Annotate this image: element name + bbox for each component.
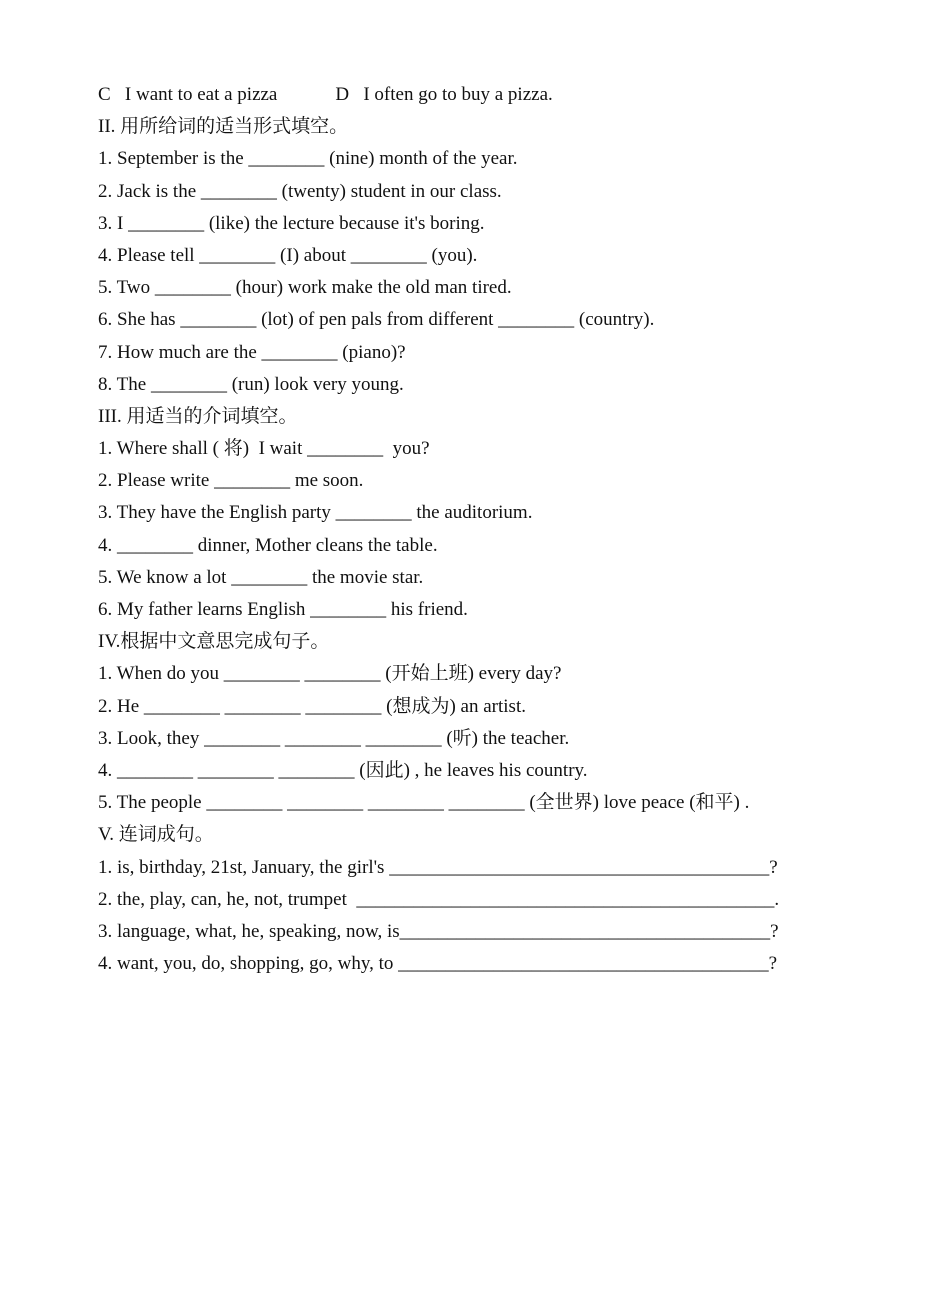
option-d: D I often go to buy a pizza. xyxy=(335,84,553,105)
part-ii-item: 8. The ________ (run) look very young. xyxy=(98,373,404,395)
part-iii-item: 5. We know a lot ________ the movie star. xyxy=(98,566,424,588)
part-v-item: 3. language, what, he, speaking, now, is_______________________________________? xyxy=(98,920,779,942)
part-iii-item: 2. Please write ________ me soon. xyxy=(98,470,364,492)
part-iii-heading: III. 用适当的介词填空。 xyxy=(98,405,298,427)
part-i-options-row xyxy=(98,79,858,111)
part-iv-item: 3. Look, they ________ ________ ________ (听) the teacher. xyxy=(98,727,570,749)
part-v-heading: V. 连词成句。 xyxy=(98,824,214,846)
part-ii-item: 3. I ________ (like) the lecture because it's boring. xyxy=(98,212,485,234)
part-v-item: 4. want, you, do, shopping, go, why, to _______________________________________? xyxy=(98,953,778,975)
part-ii-item: 4. Please tell ________ (I) about ________ (you). xyxy=(98,244,478,266)
part-iii-item: 4. ________ dinner, Mother cleans the table. xyxy=(98,534,438,556)
part-iii-item: 6. My father learns English ________ his friend. xyxy=(98,599,468,620)
part-v-item: 2. the, play, can, he, not, trumpet ____________________________________________. xyxy=(98,888,780,910)
part-v-item: 1. is, birthday, 21st, January, the girl's ________________________________________? xyxy=(98,856,778,878)
part-iv-heading: IV.根据中文意思完成句子。 xyxy=(98,631,330,653)
part-ii-heading: II. 用所给词的适当形式填空。 xyxy=(98,116,349,138)
part-ii-item: 2. Jack is the ________ (twenty) student in our class. xyxy=(98,180,502,202)
part-iii-item: 3. They have the English party ________ the auditorium. xyxy=(98,502,533,524)
worksheet-page xyxy=(98,79,858,980)
part-ii-item: 5. Two ________ (hour) work make the old man tired. xyxy=(98,277,512,299)
part-iv-item: 4. ________ ________ ________ (因此) , he leaves his country. xyxy=(98,759,588,781)
part-ii-item: 6. She has ________ (lot) of pen pals from different ________ (country). xyxy=(98,309,655,331)
part-ii-item: 1. September is the ________ (nine) month of the year. xyxy=(98,148,518,170)
part-iv-item: 2. He ________ ________ ________ (想成为) an artist. xyxy=(98,695,526,717)
part-iv-item: 1. When do you ________ ________ (开始上班) every day? xyxy=(98,663,562,685)
option-c: C I want to eat a pizza xyxy=(98,84,278,105)
part-iii-item: 1. Where shall ( 将) I wait ________ you? xyxy=(98,438,430,460)
part-ii-item: 7. How much are the ________ (piano)? xyxy=(98,341,406,363)
part-iv-item: 5. The people ________ ________ ________ ________ (全世界) love peace (和平) . xyxy=(98,792,750,814)
